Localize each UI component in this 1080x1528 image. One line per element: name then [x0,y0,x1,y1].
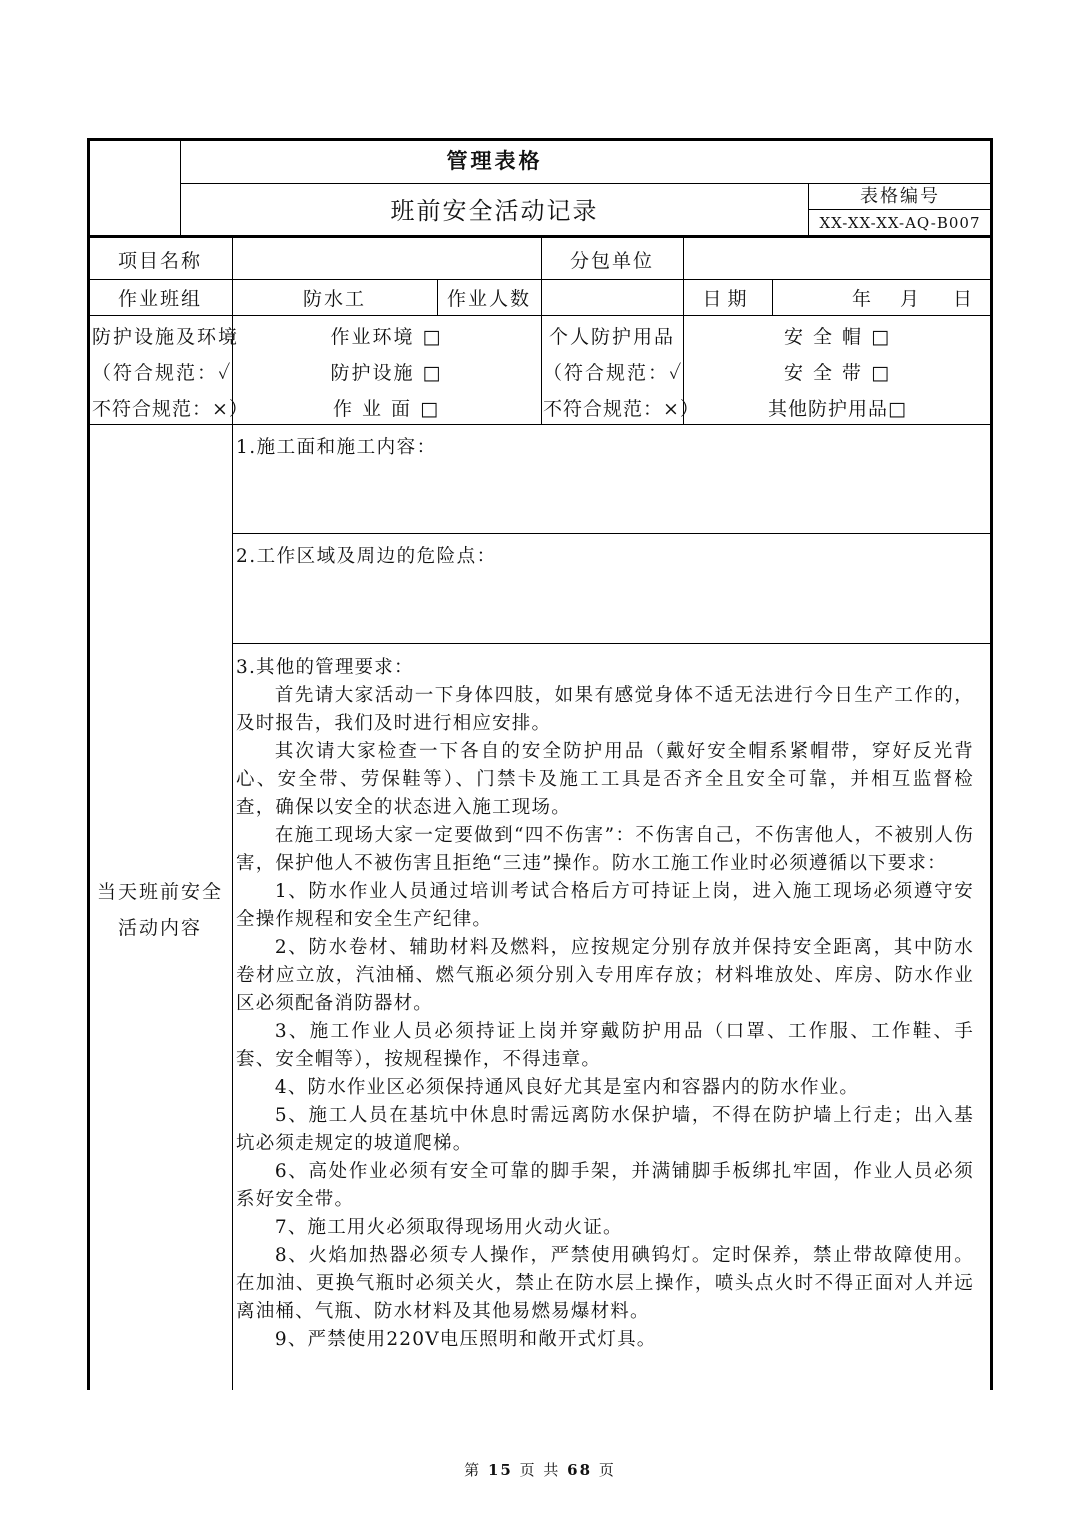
footer-suffix: 页 [598,1461,616,1479]
ppe-check-item[interactable]: 其他防护用品□ [768,398,907,420]
divider [232,643,992,644]
page-title: 管理表格 [446,149,543,173]
requirement-paragraph: 4、防水作业区必须保持通风良好尤其是室内和容器内的防水作业。 [274,1077,860,1098]
page-total: 68 [567,1461,593,1479]
section-heading: 3.其他的管理要求： [236,657,414,678]
footer-mid: 页 共 [519,1461,561,1479]
ppe-label: 不符合规范：×） [543,398,700,420]
requirement-paragraph: 首先请大家活动一下身体四肢，如果有感觉身体不适无法进行今日生产工作的，及时报告，我们及时进行相应安排。 [236,685,974,734]
date-day: 日 [953,288,975,310]
form-no: XX-XX-XX-AQ-B007 [819,214,981,232]
date-year: 年 [852,288,874,310]
requirements-text [236,654,974,1354]
requirement-paragraph: 5、施工人员在基坑中休息时需远离防水保护墙，不得在防护墙上行走；出入基坑必须走规定的坡道爬梯。 [236,1105,974,1154]
subcontractor-label: 分包单位 [569,250,654,272]
env-check-item[interactable]: 防护设施 □ [330,362,443,384]
requirement-paragraph: 8、火焰加热器必须专人操作，严禁使用碘钨灯。定时保养，禁止带故障使用。在加油、更换气瓶时必须关火，禁止在防水层上操作，喷头点火时不得正面对人并远离油桶、气瓶、防水材料及其他易燃易爆材料。 [236,1245,974,1322]
divider [772,279,773,315]
requirement-paragraph: 9、严禁使用220V电压照明和敞开式灯具。 [274,1329,657,1350]
protection-label: 防护设施及环境 [92,326,240,348]
footer-prefix: 第 [464,1461,482,1479]
requirement-paragraph: 其次请大家检查一下各自的安全防护用品（戴好安全帽系紧帽带，穿好反光背心、安全带、劳保鞋等）、门禁卡及施工工具是否齐全且安全可靠，并相互监督检查，确保以安全的状态进入施工现场。 [236,741,974,818]
workers-label: 作业人数 [446,288,531,310]
protection-label: （符合规范：✓ [92,362,233,384]
section-heading: 2.工作区域及周边的危险点： [236,546,497,567]
requirement-paragraph: 7、施工用火必须取得现场用火动火证。 [274,1217,623,1238]
divider [808,209,992,210]
page-footer [0,1459,1080,1480]
team-label: 作业班组 [117,288,202,310]
divider [88,424,992,425]
side-label: 活动内容 [117,917,202,939]
requirement-paragraph: 在施工现场大家一定要做到“四不伤害”：不伤害自己，不伤害他人，不被别人伤害，保护他人不被伤害且拒绝“三违”操作。防水工施工作业时必须遵循以下要求： [236,825,974,874]
env-check-item[interactable]: 作 业 面 □ [332,398,441,420]
form-no-label: 表格编号 [860,186,940,207]
protection-label: 不符合规范：×） [92,398,249,420]
date-label: 日期 [702,288,753,310]
ppe-label: 个人防护用品 [548,326,675,348]
requirement-paragraph: 1、防水作业人员通过培训考试合格后方可持证上岗，进入施工现场必须遵守安全操作规程和安全生产纪律。 [236,881,974,930]
requirement-paragraph: 2、防水卷材、辅助材料及燃料，应按规定分别存放并保持安全距离，其中防水卷材应立放，汽油桶、燃气瓶必须分别入专用库存放；材料堆放处、库房、防水作业区必须配备消防器材。 [236,937,974,1014]
divider [232,533,992,534]
ppe-check-item[interactable]: 安 全 带 □ [783,362,892,384]
divider [88,315,992,316]
requirement-paragraph: 3、施工作业人员必须持证上岗并穿戴防护用品（口罩、工作服、工作鞋、手套、安全帽等），按规程操作，不得违章。 [236,1021,974,1070]
divider [88,235,992,238]
project-name-label: 项目名称 [117,250,202,272]
ppe-check-item[interactable]: 安 全 帽 □ [783,326,892,348]
ppe-label: （符合规范：✓ [543,362,684,384]
form-subtitle: 班前安全活动记录 [390,197,599,225]
requirement-paragraph: 6、高处作业必须有安全可靠的脚手架，并满铺脚手板绑扎牢固，作业人员必须系好安全带。 [236,1161,974,1210]
divider [88,279,992,280]
date-month: 月 [900,288,922,310]
team-value[interactable]: 防水工 [302,288,366,310]
page-number: 15 [487,1461,513,1479]
side-label: 当天班前安全 [96,881,223,903]
env-check-item[interactable]: 作业环境 □ [330,326,443,348]
divider [180,183,992,184]
section-heading: 1.施工面和施工内容： [236,437,437,458]
